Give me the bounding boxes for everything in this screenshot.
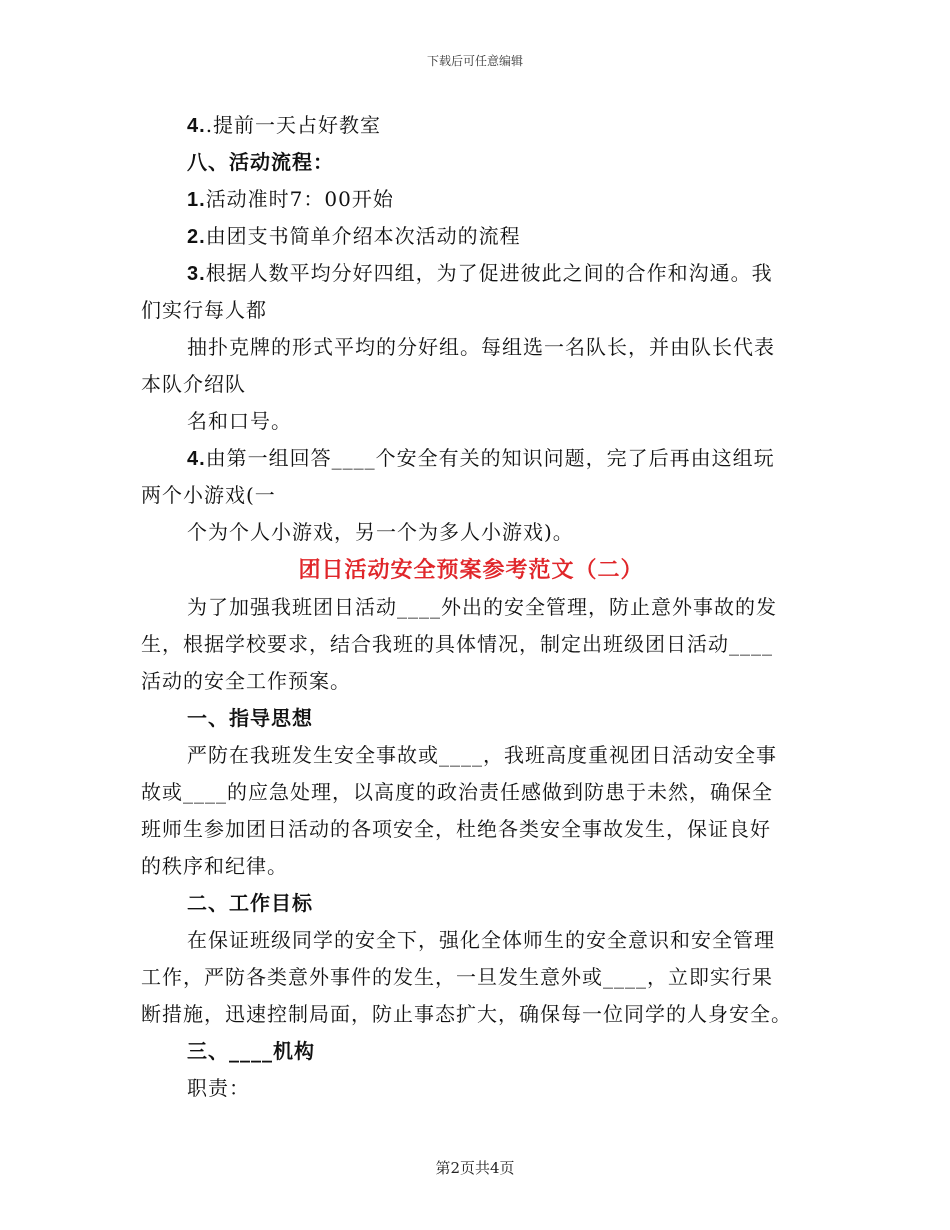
paragraph-line: 本队介绍队	[141, 372, 246, 396]
page-header: 下载后可任意编辑	[426, 54, 523, 68]
list-item	[141, 107, 801, 144]
paragraph-line: 两个小游戏(一	[141, 483, 276, 507]
paragraph-line: 断措施，迅速控制局面，防止事态扩大，确保每一位同学的人身安全。	[141, 1002, 792, 1026]
paragraph-line: 为了加强我班团日活动____外出的安全管理，防止意外事故的发	[187, 595, 777, 619]
paragraph-line: 们实行每人都	[141, 298, 267, 322]
paragraph-line: 名和口号。	[187, 409, 292, 433]
list-item	[141, 181, 801, 218]
list-item	[141, 440, 801, 477]
paragraph-line: 的秩序和纪律。	[141, 854, 288, 878]
list-item	[141, 218, 801, 255]
item-text: 由第一组回答____个安全有关的知识问题，完了后再由这组玩	[205, 446, 775, 470]
paragraph-line: 生，根据学校要求，结合我班的具体情况，制定出班级团日活动____	[141, 632, 773, 656]
item-text: 活动准时7：00开始	[205, 187, 394, 211]
item-number: 2.	[187, 226, 206, 248]
list-item	[141, 255, 801, 292]
item-number: 3.	[187, 263, 206, 285]
paragraph-line: 故或____的应急处理，以高度的政治责任感做到防患于未然，确保全	[141, 780, 773, 804]
paragraph-line: 在保证班级同学的安全下，强化全体师生的安全意识和安全管理	[187, 928, 775, 952]
page-footer: 第2页共4页	[435, 1159, 515, 1177]
item-text: 根据人数平均分好四组，为了促进彼此之间的合作和沟通。我	[205, 261, 773, 285]
paragraph-line: 活动的安全工作预案。	[141, 669, 351, 693]
item-number: 4.	[187, 115, 206, 137]
document-title: 团日活动安全预案参考范文（二）	[298, 557, 644, 583]
item-number: 4.	[187, 448, 206, 470]
paragraph-line: 抽扑克牌的形式平均的分好组。每组选一名队长，并由队长代表	[187, 335, 775, 359]
item-text: .提前一天占好教室	[205, 113, 382, 137]
paragraph-line: 工作，严防各类意外事件的发生，一旦发生意外或____，立即实行果	[141, 965, 773, 989]
paragraph-line: 个为个人小游戏，另一个为多人小游戏)。	[187, 520, 574, 544]
paragraph-line: 职责：	[187, 1076, 250, 1100]
section-heading: 二、工作目标	[187, 891, 313, 915]
section-heading: 八、活动流程：	[187, 150, 334, 174]
paragraph-line: 严防在我班发生安全事故或____，我班高度重视团日活动安全事	[187, 743, 777, 767]
document-body	[141, 107, 801, 1107]
section-heading: 三、____机构	[187, 1039, 315, 1063]
paragraph-line: 班师生参加团日活动的各项安全，杜绝各类安全事故发生，保证良好	[141, 817, 771, 841]
item-text: 由团支书简单介绍本次活动的流程	[205, 224, 521, 248]
item-number: 1.	[187, 189, 206, 211]
section-heading: 一、指导思想	[187, 706, 313, 730]
